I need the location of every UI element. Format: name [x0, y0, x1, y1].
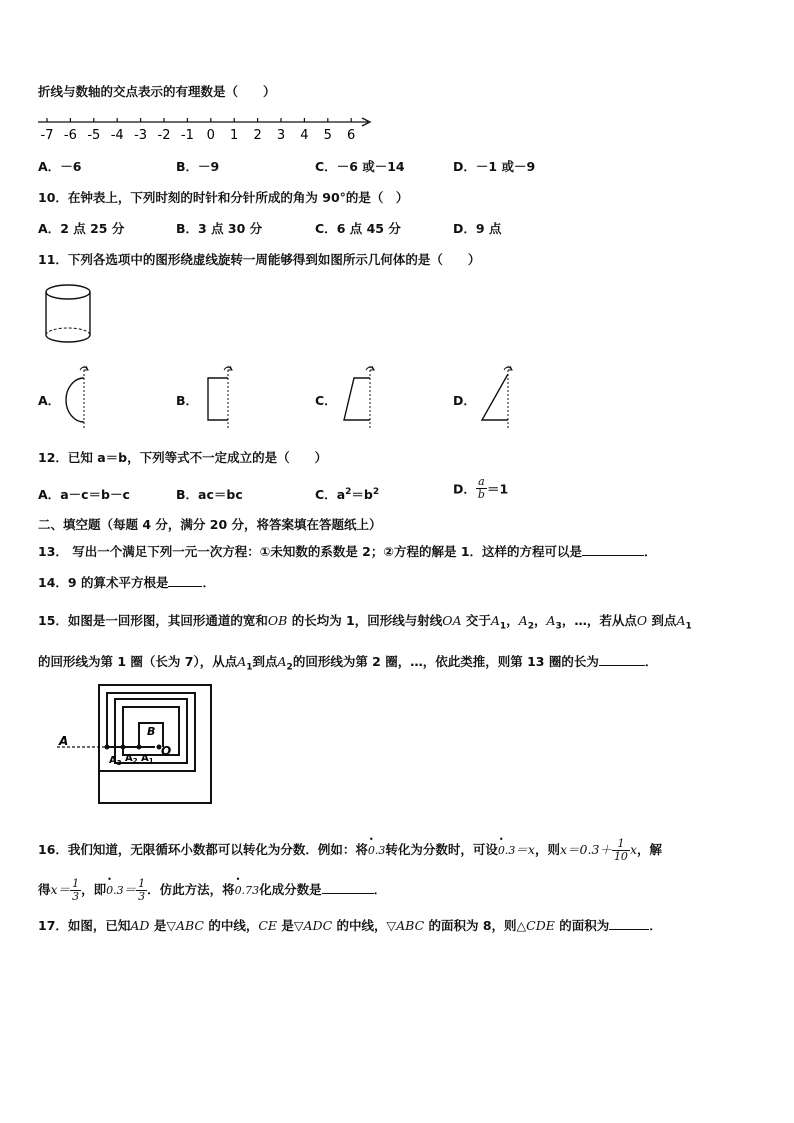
axis-tick-label: 1: [230, 128, 239, 143]
q14-stem: 14．9 的算术平方根是 ．: [38, 575, 215, 590]
label-a: A: [59, 734, 69, 748]
q17-answer-blank[interactable]: [609, 917, 649, 930]
q12-option-c[interactable]: C．$a^2=b^2$: [315, 486, 380, 502]
fraction-a-over-b: $\frac{a}{b}$: [477, 475, 485, 501]
q11-option-b[interactable]: B．: [176, 393, 199, 408]
label-b: B: [147, 725, 156, 738]
label-a3: $A_3$: [109, 755, 122, 767]
q12-option-b[interactable]: B．ac＝bc: [176, 487, 243, 502]
q15-answer-blank[interactable]: [599, 653, 645, 666]
axis-tick-label: -7: [40, 128, 54, 143]
option-d-triangle-figure[interactable]: [478, 364, 518, 434]
fraction-1-over-3: $\frac{1}{3}$: [72, 877, 80, 903]
axis-tick-label: -5: [87, 128, 101, 143]
q9-stem: 折线与数轴的交点表示的有理数是（ ）: [38, 84, 276, 99]
q10-option-d[interactable]: D．9 点: [453, 221, 502, 236]
axis-tick-label: 5: [323, 128, 332, 143]
q10-option-b[interactable]: B．3 点 30 分: [176, 221, 263, 236]
q11-stem: 11．下列各选项中的图形绕虚线旋转一周能够得到如图所示几何体的是（ ）: [38, 252, 481, 267]
label-o: O: [161, 744, 172, 758]
option-b-rectangle-figure[interactable]: [200, 364, 240, 434]
label-a1: $A_1$: [141, 753, 154, 765]
q12-option-a[interactable]: A．a－c＝b－c: [38, 487, 130, 502]
q15-line1: 15．如图是一回形图，其回形通道的宽和OB 的长均为 1，回形线与射线OA 交于$A_1$，$A_2$，$A_3$，…，若从点O 到点$A_1$: [38, 613, 692, 632]
q13-stem: 13． 写出一个满足下列一元一次方程：①未知数的系数是 2；②方程的解是 1．这样的方程可以是 ．: [38, 544, 657, 559]
cylinder-figure: [44, 283, 104, 353]
q10-option-a[interactable]: A．2 点 25 分: [38, 221, 125, 236]
q9-option-b[interactable]: B．－9: [176, 159, 220, 174]
fraction-1-over-3-b: $\frac{1}{3}$: [138, 877, 146, 903]
q9-option-a[interactable]: A．－6: [38, 159, 82, 174]
q10-option-c[interactable]: C．6 点 45 分: [315, 221, 401, 236]
axis-tick-label: 2: [253, 128, 262, 143]
q16-line1: 16．我们知道，无限循环小数都可以转化为分数．例如：将• 0.3转化为分数时，可设• 0.3＝x，则x＝0.3＋ $\frac{1}{10}$ x，解: [38, 838, 662, 863]
q12-stem: 12．已知 a＝b，下列等式不一定成立的是（ ）: [38, 450, 328, 465]
q15-line2: 的回形线为第 1 圈（长为 7），从点$A_1$到点$A_2$的回形线为第 2 圈，…，依此类推，则第 13 圈的长为 ．: [38, 654, 658, 673]
option-a-semicircle-figure[interactable]: [58, 364, 98, 434]
q10-stem: 10．在钟表上，下列时刻的时针和分针所成的角为 90°的是（ ）: [38, 190, 409, 205]
section-fill-in-title: 二、填空题（每题 4 分，满分 20 分，将答案填在答题纸上）: [38, 517, 382, 532]
label-a2: $A_2$: [125, 753, 138, 765]
q17-stem: 17．如图，已知AD 是▽ABC 的中线，CE 是▽ADC 的中线，▽ABC 的面积为 8，则△CDE 的面积为 ．: [38, 918, 662, 933]
axis-tick-label: 4: [300, 128, 309, 143]
number-line: [38, 112, 378, 148]
axis-tick-label: -1: [180, 128, 194, 143]
axis-tick-label: 0: [206, 128, 215, 143]
spiral-figure: [55, 685, 295, 815]
fraction-1-over-10: $\frac{1}{10}$: [613, 837, 628, 863]
q16-answer-blank[interactable]: [322, 881, 374, 894]
option-c-trapezoid-figure[interactable]: [340, 364, 380, 434]
axis-tick-label: -3: [134, 128, 148, 143]
axis-tick-label: -2: [157, 128, 171, 143]
axis-tick-label: 6: [347, 128, 356, 143]
q16-line2: 得x＝ $\frac{1}{3}$ ，即• 0.3＝ $\frac{1}{3}$ ．仿此方法，将• 0.73化成分数是 ．: [38, 878, 386, 903]
q14-answer-blank[interactable]: [168, 574, 202, 587]
q11-option-a[interactable]: A．: [38, 393, 61, 408]
q11-option-c[interactable]: C．: [315, 393, 337, 408]
axis-tick-label: 3: [276, 128, 286, 143]
q9-option-c[interactable]: C．－6 或－14: [315, 159, 405, 174]
q13-answer-blank[interactable]: [582, 543, 644, 556]
q9-option-d[interactable]: D．－1 或－9: [453, 159, 536, 174]
q12-option-d[interactable]: D． $\frac{a}{b}$ ＝1: [453, 475, 509, 501]
q11-option-d[interactable]: D．: [453, 393, 476, 408]
axis-tick-label: -6: [63, 128, 77, 143]
axis-tick-label: -4: [110, 128, 124, 143]
